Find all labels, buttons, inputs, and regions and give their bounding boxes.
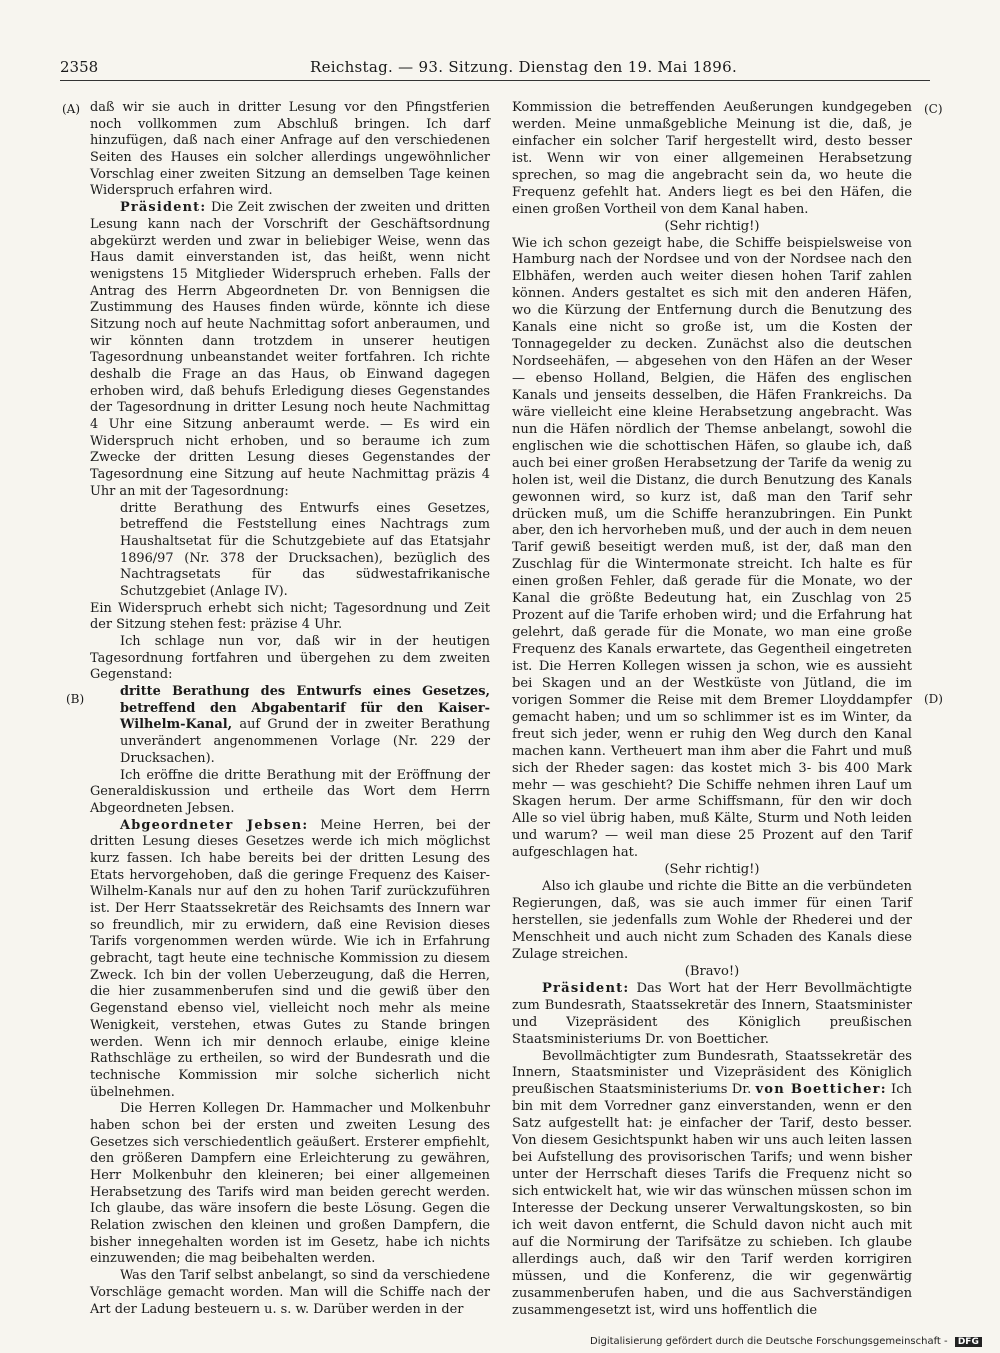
running-title: Reichstag. — 93. Sitzung. Dienstag den 19. Mai 1896. [310, 58, 738, 76]
agenda-item [120, 501, 490, 601]
speech-text: Die Zeit zwischen der zweiten und dritten Lesung kann nach der Vorschrift der Geschäftsordnung abgekürzt werden und zwar in beliebiger Weise, wenn das Haus damit einverstanden ist, das heißt, wenn nicht wenigstens 15 Mitglieder Widerspruch erheben. Falls der Antrag des Herrn Abgeordneten Dr. von Bennigsen die Zustimmung des Hauses finden würde, könnte ich diese Sitzung noch auf heute Nachmittag sofort anberaumen, und wir könnten dann trotzdem in unserer heutigen Tagesordnung unbeanstandet weiter fortfahren. Ich richte deshalb die Frage an das Haus, ob Einwand dagegen erhoben wird, daß behufs Erledigung dieses Gegenstandes der Tagesordnung in dritter Lesung noch heute Nachmittag 4 Uhr eine Sitzung anberaumt werde. — Es wird ein Widerspruch nicht erhoben, und so beraume ich zum Zwecke der dritten Lesung dieses Gegenstandes der Tagesordnung eine Sitzung auf heute Nachmittag präzis 4 Uhr an mit der Tagesordnung: [90, 200, 490, 499]
margin-marker-a: (A) [62, 102, 81, 116]
text-paragraph [90, 634, 490, 684]
interjection-text: (Sehr richtig!) [664, 862, 760, 878]
text-paragraph [90, 100, 490, 200]
interjection-text: (Sehr richtig!) [664, 218, 760, 234]
speech-paragraph [512, 1049, 912, 1320]
interjection-text: (Bravo!) [684, 963, 740, 979]
speech-text: Ich bin mit dem Vorredner ganz einverstanden, wenn er den Satz aufgestellt hat: je einfacher der Tarif, desto besser. Von diesem Gesichtspunkt haben wir uns auch leiten lassen bei Aufstellung des provisorischen Tarifs; und wenn bisher unter der Herrschaft dieses Tarifs die Frequenz nicht so sich entwickelt hat, wie wir das wünschen müssen schon im Interesse der Deckung unserer Verwaltungskosten, so bin ich weit davon entfernt, die Schuld davon nicht auch mit auf die Normirung der Tarifsätze zu schieben. Ich glaube allerdings auch, daß wir den Tarif werden korrigiren müssen, und die Konferenz, die wir gegenwärtig zusammenberufen haben, und die aus Sachverständigen zusammengesetzt ist, wird uns hoffentlich die [512, 1082, 912, 1318]
text-paragraph [512, 100, 912, 219]
agenda-title: dritte Berathung des Entwurfs eines Gesetzes, betreffend den Abgabentarif für den Kaiser-Wilhelm-Kanal, [120, 684, 490, 733]
text-paragraph [90, 1101, 490, 1268]
text-paragraph [90, 1268, 490, 1318]
interjection [512, 862, 912, 879]
right-column [512, 100, 912, 1320]
speaker-intro: Bevollmächtigter zum Bundesrath, Staatssekretär des Innern, Staatsminister und Vizepräsident des Königlich preußischen Staatsministeriums Dr. [512, 1048, 912, 1098]
agenda-item [120, 684, 490, 767]
margin-marker-d: (D) [924, 692, 943, 706]
agenda-text: dritte Berathung des Entwurfs eines Gesetzes, betreffend die Feststellung eines Nachtrags zum Haushaltsetat für die Schutzgebiete auf das Etatsjahr 1896/97 (Nr. 378 der Drucksachen), bezüglich des Nachtragsetats für das südwestafrikanische Schutzgebiet (Anlage IV). [120, 500, 490, 599]
speaker-name: Abgeordneter Jebsen: [120, 817, 309, 833]
header-rule [60, 80, 930, 81]
paragraph-text: daß wir sie auch in dritter Lesung vor den Pfingstferien noch vollkommen zum Abschluß bringen. Ich darf hinzufügen, daß nach einer Anfrage auf den verschiedenen Seiten des Hauses ein solcher allerdings ungewöhnlicher Vorschlag einer zweiten Sitzung an demselben Tage keinen Widerspruch erfahren wird. [90, 100, 490, 199]
page-number: 2358 [60, 58, 99, 76]
speech-text: Das Wort hat der Herr Bevollmächtigte zum Bundesrath, Staatssekretär des Innern, Staatsminister und Vizepräsident des Königlich preußischen Staatsministeriums Dr. von Boetticher. [512, 980, 912, 1047]
text-paragraph [90, 601, 490, 634]
paragraph-text: Ein Widerspruch erhebt sich nicht; Tagesordnung und Zeit der Sitzung stehen fest: präzise 4 Uhr. [90, 600, 490, 633]
text-paragraph [512, 236, 912, 863]
left-column [90, 100, 490, 1318]
speech-paragraph [90, 200, 490, 500]
footer-credit [590, 1336, 1000, 1347]
footer-text: Digitalisierung gefördert durch die Deutsche Forschungsgemeinschaft - [590, 1336, 948, 1347]
paragraph-text: Ich schlage nun vor, daß wir in der heutigen Tagesordnung fortfahren und übergehen zu dem zweiten Gegenstand: [90, 634, 490, 683]
margin-marker-c: (C) [924, 102, 943, 116]
page-header [60, 58, 930, 80]
text-paragraph [512, 879, 912, 964]
paragraph-text: Kommission die betreffenden Aeußerungen kundgegeben werden. Meine unmaßgebliche Meinung ist die, daß, je einfacher ein solcher Tarif hergestellt wird, desto besser ist. Wenn wir von einer allgemeinen Herabsetzung sprechen, so mag die angebracht sein da, wo heute die Frequenz gefehlt hat. Anders liegt es bei den Häfen, die einen großen Vortheil von dem Kanal haben. [512, 100, 912, 217]
speech-paragraph [512, 981, 912, 1049]
margin-marker-b: (B) [66, 692, 85, 706]
paragraph-text: Wie ich schon gezeigt habe, die Schiffe beispielsweise von Hamburg nach der Nordsee und von der Nordsee nach den Elbhäfen, werden auch weiter diesen hohen Tarif zahlen können. Anders gestaltet es sich mit den anderen Häfen, wo die Kürzung der Entfernung durch die Benutzung des Kanals eine nicht so große ist, um die Kosten der Tonnagegelder zu decken. Zunächst also die deutschen Nordseehäfen, — abgesehen von den Häfen an der Weser — ebenso Holland, Belgien, die Häfen des englischen Kanals und jenseits desselben, die Häfen Frankreichs. Da wäre vielleicht eine kleine Herabsetzung angebracht. Was nun die Häfen nördlich der Themse anbelangt, sowohl die englischen wie die schottischen Häfen, so glaube ich, daß auch bei einer großen Herabsetzung der Tarife da wenig zu holen ist, weil die Distanz, die durch Benutzung des Kanals gewonnen wird, so kurz ist, daß man den Tarif sehr drücken muß, um die Schiffe heranzubringen. Ein Punkt aber, den ich hervorheben muß, und der auch in dem neuen Tarif gewiß beseitigt werden muß, ist der, daß man den Zuschlag für die Wintermonate streicht. Ich halte es für einen großen Fehler, daß gerade für die Monate, wo der Kanal die größte Bedeutung hat, ein Zuschlag von 25 Prozent auf die Tarife erhoben wird; und die Erfahrung hat gelehrt, daß gerade für die Monate, wo man eine große Frequenz des Kanals erwartete, das Gegentheil eingetreten ist. Die Herren Kollegen wissen ja schon, wie es aussieht bei Skagen und an der Westküste von Jütland, die im vorigen Sommer die Reise mit dem Bremer Lloyddampfer gemacht haben; und um so schlimmer ist es im Winter, da freut sich jeder, wenn er ruhig den Weg durch den Kanal machen kann. Vertheuert man ihm aber die Fahrt und muß sich der Rheder sagen: das kostet mich 3- bis 400 Mark mehr — was geschieht? Die Schiffe nehmen ihren Lauf um Skagen herum. Der arme Schiffsmann, für den wir doch Alle so viel übrig haben, muß Kälte, Sturm und Noth leiden und warum? — weil man diese 25 Prozent auf den Tarif aufgeschlagen hat. [512, 235, 912, 861]
paragraph-text: Ich eröffne die dritte Berathung mit der Eröffnung der Generaldiskussion und ertheile das Wort dem Herrn Abgeordneten Jebsen. [90, 767, 490, 816]
speaker-name: von Boetticher: [755, 1082, 887, 1098]
text-paragraph [90, 768, 490, 818]
speaker-name: Präsident: [542, 980, 630, 996]
speech-text: Meine Herren, bei der dritten Lesung dieses Gesetzes werde ich mich möglichst kurz fassen. Ich habe bereits bei der dritten Lesung des Etats hervorgehoben, daß die geringe Frequenz des Kaiser-Wilhelm-Kanals nur auf den zu hohen Tarif zurückzuführen ist. Der Herr Staatssekretär des Reichsamts des Innern war so freundlich, mir zu erwidern, daß eine Revision dieses Tarifs vorgenommen werden würde. Wie ich in Erfahrung gebracht, tagt heute eine technische Kommission zu diesem Zweck. Ich bin der vollen Ueberzeugung, daß die Herren, die hier zusammenberufen sind und die gewiß über den Gegenstand ebenso viel, vielleicht noch mehr als meine Wenigkeit, verstehen, etwas Gutes zu Stande bringen werden. Wenn ich mir dennoch erlaube, einige kleine Rathschläge zu ertheilen, so wird der Bundesrath und die technische Kommission mir solche sicherlich nicht übelnehmen. [90, 817, 490, 1100]
paragraph-text: Also ich glaube und richte die Bitte an die verbündeten Regierungen, daß, was sie auch immer für einen Tarif herstellen, sie jedenfalls zum Wohle der Rhederei und der Menschheit und auch nicht zum Schaden des Kanals diese Zulage streichen. [512, 879, 912, 962]
agenda-text: auf Grund der in zweiter Berathung unverändert angenommenen Vorlage (Nr. 229 der Drucksachen). [120, 717, 490, 766]
paragraph-text: Was den Tarif selbst anbelangt, so sind da verschiedene Vorschläge gemacht worden. Man will die Schiffe nach der Art der Ladung besteuern u. s. w. Darüber werden in der [90, 1268, 490, 1317]
interjection [512, 219, 912, 236]
speech-paragraph [90, 818, 490, 1102]
interjection [512, 964, 912, 981]
dfg-logo: DFG [955, 1337, 982, 1347]
paragraph-text: Die Herren Kollegen Dr. Hammacher und Molkenbuhr haben schon bei der ersten und zweiten Lesung des Gesetzes sich verschiedentlich geäußert. Ersterer empfiehlt, den größeren Dampfern eine Erleichterung zu gewähren, Herr Molkenbuhr den kleineren; bei einer allgemeinen Herabsetzung des Tarifs wird man beiden gerecht werden. Ich glaube, das wäre insofern die beste Lösung. Gegen die Relation zwischen den kleinen und großen Dampfern, die bisher innegehalten worden ist im Gesetz, habe ich nichts einzuwenden; die mag beibehalten werden. [90, 1101, 490, 1267]
speaker-name: Präsident: [120, 200, 207, 216]
